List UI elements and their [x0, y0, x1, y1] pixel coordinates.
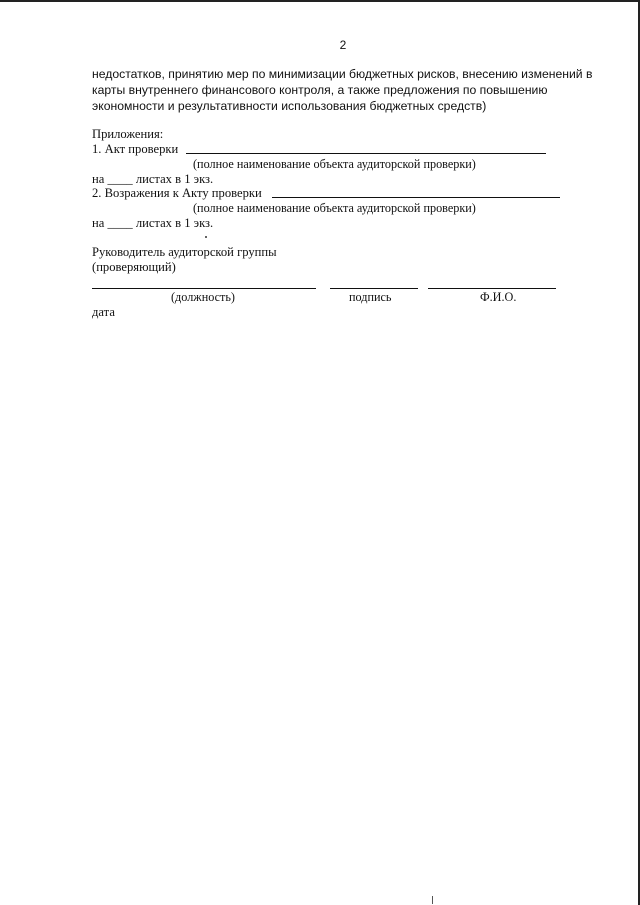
- attachment-1-hint: (полное наименование объекта аудиторской проверки): [193, 157, 476, 171]
- page-number: 2: [339, 38, 347, 52]
- attachment-1-underline: [186, 153, 546, 154]
- intro-line: экономности и результативности использования бюджетных средств): [92, 99, 487, 113]
- attachment-1-sheets: на ____ листах в 1 экз.: [92, 172, 214, 186]
- intro-line: недостатков, принятию мер по минимизации бюджетных рисков, внесению изменений в: [92, 67, 593, 81]
- attachment-2-label: 2. Возражения к Акту проверки: [92, 186, 262, 200]
- signature-underline: [330, 288, 418, 289]
- signature-caption: подпись: [349, 290, 392, 304]
- intro-line: карты внутреннего финансового контроля, а также предложения по повышению: [92, 83, 548, 97]
- name-caption: Ф.И.О.: [480, 290, 517, 304]
- position-underline: [92, 288, 316, 289]
- position-caption: (должность): [171, 290, 235, 304]
- scan-mark: [432, 896, 433, 904]
- page-edge-top: [0, 0, 640, 2]
- signer-role-line1: Руководитель аудиторской группы: [92, 245, 277, 259]
- date-label: дата: [92, 305, 115, 319]
- attachment-2-underline: [272, 197, 560, 198]
- attachment-2-hint: (полное наименование объекта аудиторской проверки): [193, 201, 476, 215]
- intro-paragraph: [92, 66, 592, 114]
- name-underline: [428, 288, 556, 289]
- stray-mark: [205, 236, 207, 238]
- attachment-1-label: 1. Акт проверки: [92, 142, 179, 156]
- attachments-heading: Приложения:: [92, 127, 164, 141]
- signer-role-line2: (проверяющий): [92, 260, 176, 274]
- attachment-2-sheets: на ____ листах в 1 экз.: [92, 216, 214, 230]
